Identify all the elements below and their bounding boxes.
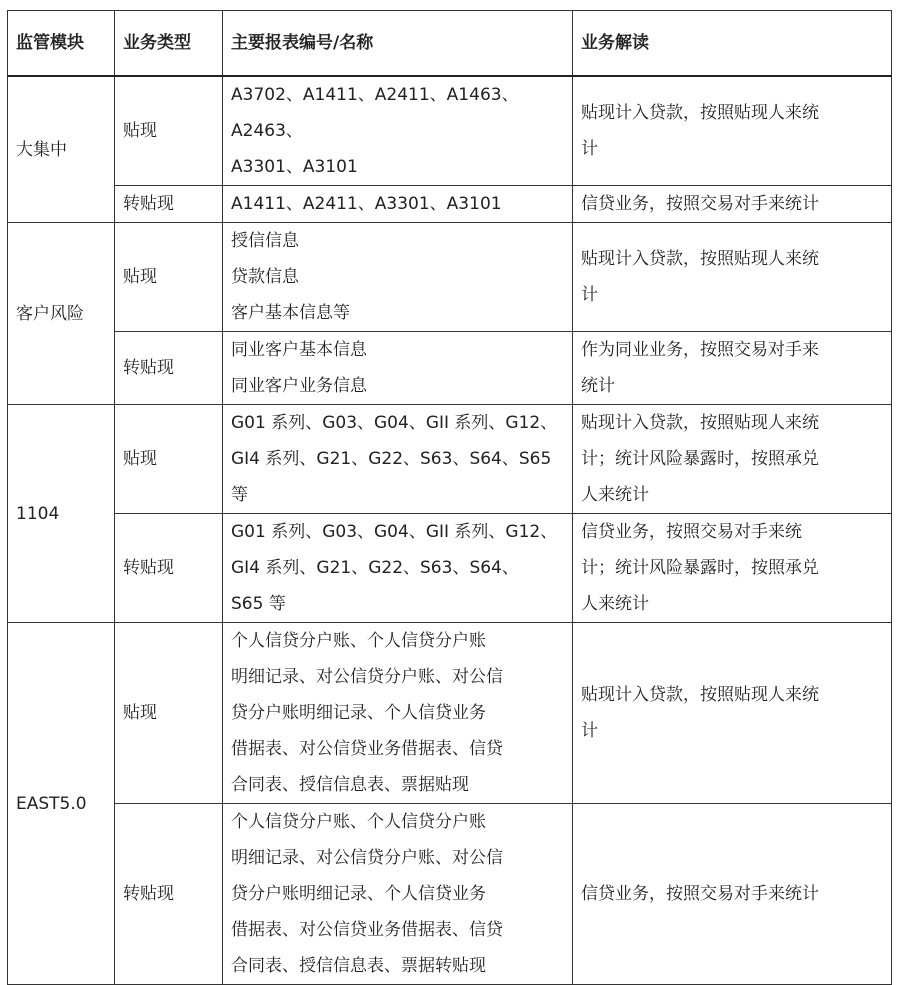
reports-cell [223,76,573,186]
reports-cell [223,223,573,332]
note-line: 计 [581,721,598,741]
report-line: 贷分户账明细记录、个人信贷业务 [231,884,486,904]
note-line: 人来统计 [581,485,649,505]
table-row [8,804,892,985]
report-line: 个人信贷分户账、个人信贷分户账 [231,812,486,832]
interpretation-cell [573,514,892,623]
report-line: 贷款信息 [231,267,299,287]
report-line: 明细记录、对公信贷分户账、对公信 [231,667,503,687]
header-row [8,11,892,77]
report-line: 借据表、对公信贷业务借据表、信贷 [231,739,503,759]
reports-cell [223,186,573,223]
header-module: 监管模块 [8,11,115,77]
module-cell: 1104 [8,405,115,623]
note-line: 计；统计风险暴露时，按照承兑 [581,558,819,578]
note-line: 作为同业业务，按照交易对手来 [581,340,819,360]
reports-cell [223,514,573,623]
report-line: A1411、A2411、A3301、A3101 [231,194,502,214]
report-line: 等 [231,485,248,505]
report-line: 贷分户账明细记录、个人信贷业务 [231,703,486,723]
interpretation-cell [573,623,892,804]
report-line: G01 系列、G03、G04、GII 系列、G12、 [231,522,558,542]
interpretation-cell [573,76,892,186]
business-type-cell: 贴现 [115,405,223,514]
business-type-cell: 转贴现 [115,332,223,405]
report-line: S65 等 [231,594,286,614]
report-line: GI4 系列、G21、G22、S63、S64、 [231,558,519,578]
table-row [8,186,892,223]
note-line: 信贷业务，按照交易对手来统计 [581,884,819,904]
business-type-cell: 贴现 [115,223,223,332]
note-line: 信贷业务，按照交易对手来统计 [581,194,819,214]
table-row [8,223,892,332]
module-cell: EAST5.0 [8,623,115,985]
report-line: 同业客户业务信息 [231,376,367,396]
regulatory-report-table [7,10,892,985]
business-type-cell: 转贴现 [115,514,223,623]
report-line: 借据表、对公信贷业务借据表、信贷 [231,920,503,940]
report-table-container [7,10,892,985]
report-line: GI4 系列、G21、G22、S63、S64、S65 [231,449,552,469]
header-reports: 主要报表编号/名称 [223,11,573,77]
reports-cell [223,623,573,804]
report-line: G01 系列、G03、G04、GII 系列、G12、 [231,413,558,433]
reports-cell [223,804,573,985]
module-cell: 大集中 [8,76,115,223]
note-line: 人来统计 [581,594,649,614]
report-line: 个人信贷分户账、个人信贷分户账 [231,631,486,651]
interpretation-cell [573,223,892,332]
header-interpretation: 业务解读 [573,11,892,77]
report-line: 明细记录、对公信贷分户账、对公信 [231,848,503,868]
interpretation-cell [573,332,892,405]
note-line: 贴现计入贷款，按照贴现人来统 [581,685,819,705]
interpretation-cell [573,186,892,223]
table-row [8,405,892,514]
table-row [8,76,892,186]
note-line: 贴现计入贷款，按照贴现人来统 [581,413,819,433]
reports-cell [223,405,573,514]
report-line: A3301、A3101 [231,157,358,177]
header-business-type: 业务类型 [115,11,223,77]
note-line: 统计 [581,376,615,396]
business-type-cell: 贴现 [115,623,223,804]
report-line: 合同表、授信信息表、票据转贴现 [231,956,486,976]
note-line: 计 [581,285,598,305]
note-line: 信贷业务，按照交易对手来统 [581,522,802,542]
report-line: 合同表、授信信息表、票据贴现 [231,775,469,795]
business-type-cell: 转贴现 [115,804,223,985]
module-cell: 客户风险 [8,223,115,405]
report-line: 同业客户基本信息 [231,340,367,360]
interpretation-cell [573,804,892,985]
interpretation-cell [573,405,892,514]
table-row [8,623,892,804]
note-line: 计 [581,139,598,159]
business-type-cell: 转贴现 [115,186,223,223]
report-line: A3702、A1411、A2411、A1463、A2463、 [231,85,519,141]
table-row [8,514,892,623]
note-line: 贴现计入贷款，按照贴现人来统 [581,249,819,269]
table-row [8,332,892,405]
report-line: 客户基本信息等 [231,303,350,323]
report-line: 授信信息 [231,231,299,251]
business-type-cell: 贴现 [115,76,223,186]
note-line: 贴现计入贷款，按照贴现人来统 [581,103,819,123]
note-line: 计；统计风险暴露时，按照承兑 [581,449,819,469]
reports-cell [223,332,573,405]
